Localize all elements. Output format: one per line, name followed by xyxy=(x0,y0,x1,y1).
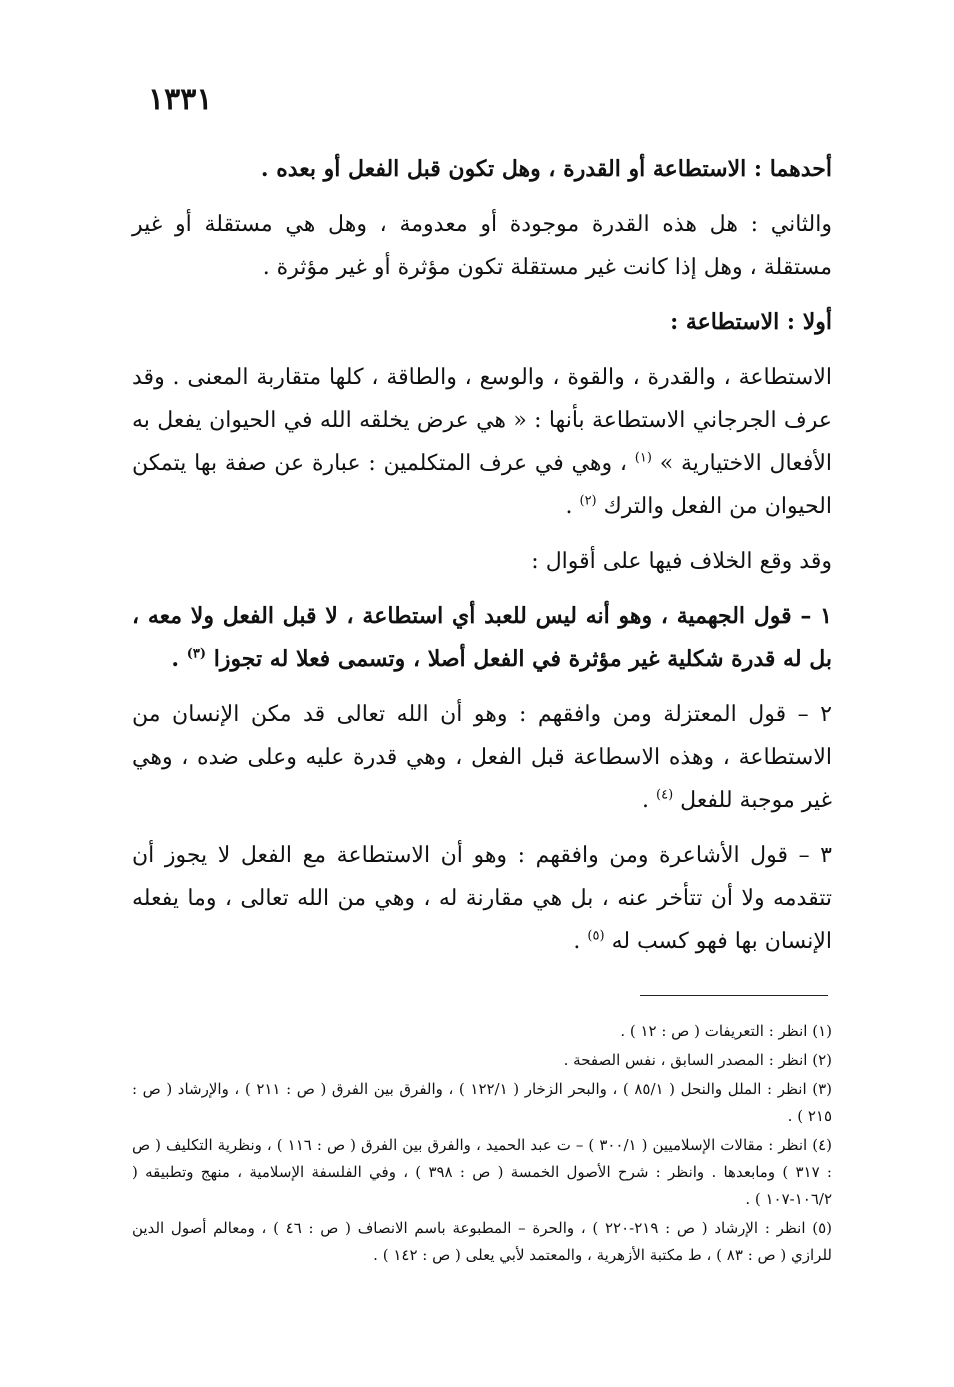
paragraph-jahmiyya xyxy=(132,595,832,681)
definition-text-a: الاستطاعة ، والقدرة ، والقوة ، والوسع ، والطاقة ، كلها متقاربة المعنى . وقد عرف الجرجاني الاستطاعة بأنها : « هي عرض يخلقه الله في الحيوان يفعل به الأفعال الاختيارية » xyxy=(132,365,833,476)
definition-text-b: ، وهي في عرف المتكلمين : عبارة عن صفة بها يتمكن الحيوان من الفعل والترك xyxy=(132,451,832,519)
ashaira-end: . xyxy=(573,929,581,954)
jahmiyya-text: ١ – قول الجهمية ، وهو أنه ليس للعبد أي استطاعة ، لا قبل الفعل ولا معه ، بل له قدرة شكلية غير مؤثرة في الفعل أصلا ، وتسمى فعلا له تجوزا xyxy=(132,603,832,672)
footnote-3: (٣) انظر : الملل والنحل ( ٨٥/١ ) ، والبحر الزخار ( ١٢٢/١ ) ، والفرق بين الفرق ( ص : ٢١١ ) ، والإرشاد ( ص : ٢١٥ ) . xyxy=(132,1080,832,1125)
paragraph-first-issue: أحدهما : الاستطاعة أو القدرة ، وهل تكون قبل الفعل أو بعده . xyxy=(260,156,832,182)
paragraph-dispute-intro: وقد وقع الخلاف فيها على أقوال : xyxy=(531,549,832,574)
page-number: ١٣٣١ xyxy=(148,82,213,117)
footnote-separator xyxy=(640,995,828,996)
paragraph-mutazila xyxy=(132,693,832,822)
footnote-1: (١) انظر : التعريفات ( ص : ١٢ ) . xyxy=(620,1022,832,1040)
paragraph-definition xyxy=(132,356,832,528)
footnote-2: (٢) انظر : المصدر السابق ، نفس الصفحة . xyxy=(563,1051,832,1069)
footnote-5: (٥) انظر : الإرشاد ( ص : ٢١٩-٢٢٠ ) ، والحرة – المطبوعة باسم الانصاف ( ص : ٤٦ ) ، ومعالم أصول الدين للرازي ( ص : ٨٣ ) ، ط مكتبة الأزهرية ، والمعتمد لأبي يعلى ( ص : ١٤٢ ) . xyxy=(132,1219,832,1264)
footnote-ref-2: (٢) xyxy=(579,493,597,509)
definition-text-c: . xyxy=(565,494,573,519)
jahmiyya-end: . xyxy=(171,646,180,672)
footnote-4: (٤) انظر : مقالات الإسلاميين ( ٣٠٠/١ ) – ت عبد الحميد ، والفرق بين الفرق ( ص : ١١٦ ) ، ونظرية التكليف ( ص : ٣١٧ ) ومابعدها . وانظر : شرح الأصول الخمسة ( ص : ٣٩٨ ) ، وفي الفلسفة الإسلامية ، منهج وتطبيقه ( ١٠٦/٢-١٠٧ ) . xyxy=(132,1136,833,1208)
footnote-ref-5: (٥) xyxy=(587,928,605,944)
paragraph-second-issue: والثاني : هل هذه القدرة موجودة أو معدومة ، وهل هي مستقلة أو غير مستقلة ، وهل إذا كانت غير مستقلة تكون مؤثرة أو غير مؤثرة . xyxy=(132,212,832,280)
footnote-ref-3: (٣) xyxy=(186,646,207,662)
mutazila-end: . xyxy=(642,788,650,813)
footnote-ref-4: (٤) xyxy=(656,787,674,803)
footnotes xyxy=(132,1018,832,1271)
footnote-ref-1: (١) xyxy=(634,450,652,466)
ashaira-text: ٣ – قول الأشاعرة ومن وافقهم : وهو أن الاستطاعة مع الفعل لا يجوز أن تتقدمه ولا أن تتأخر عنه ، بل هي مقارنة له ، وهي من الله تعالى ، وما يفعله الإنسان بها فهو كسب له xyxy=(132,843,832,954)
section-heading-istitaa: أولا : الاستطاعة : xyxy=(670,309,832,335)
main-text xyxy=(132,148,832,975)
paragraph-ashaira xyxy=(132,834,832,963)
mutazila-text: ٢ – قول المعتزلة ومن وافقهم : وهو أن الله تعالى قد مكن الإنسان من الاستطاعة ، وهذه الاسطاعة قبل الفعل ، وهي قدرة عليه وعلى ضده ، وهي غير موجبة للفعل xyxy=(132,702,832,813)
